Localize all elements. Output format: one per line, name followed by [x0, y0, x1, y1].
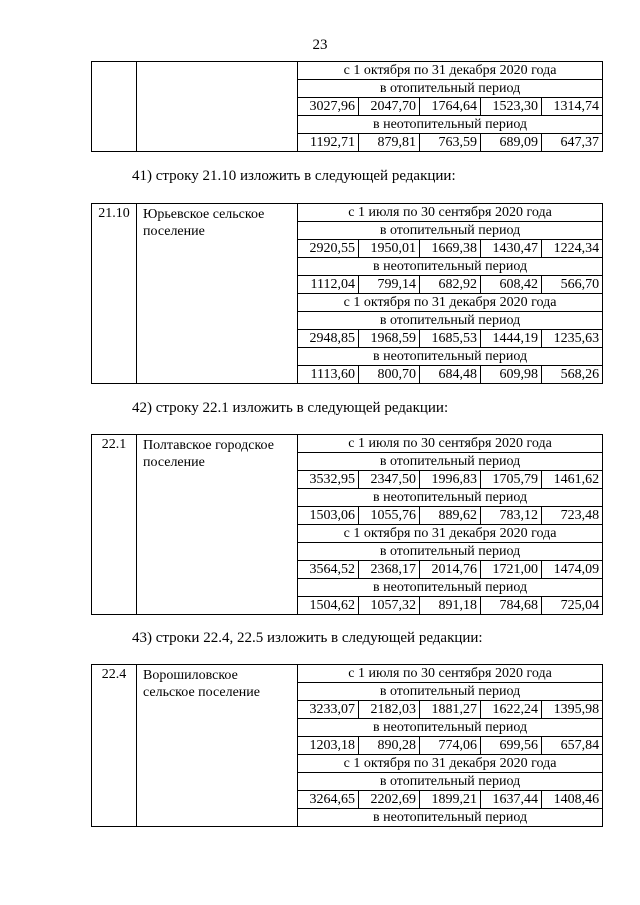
tariff-value: 1899,21 — [420, 791, 481, 809]
tariff-value: 1430,47 — [481, 240, 542, 258]
period-header-row — [92, 204, 603, 222]
tariff-value: 1637,44 — [481, 791, 542, 809]
tariff-value: 1235,63 — [542, 330, 603, 348]
tariff-value: 1203,18 — [298, 737, 359, 755]
tariff-value: 1395,98 — [542, 701, 603, 719]
tariff-value: 1669,38 — [420, 240, 481, 258]
tariff-value: 609,98 — [481, 366, 542, 384]
tariff-value: 568,26 — [542, 366, 603, 384]
period-header: в отопительный период — [298, 80, 603, 98]
tariff-value: 1192,71 — [298, 134, 359, 152]
period-header: в отопительный период — [298, 543, 603, 561]
tariff-value: 657,84 — [542, 737, 603, 755]
tariff-value: 3027,96 — [298, 98, 359, 116]
period-header: в неотопительный период — [298, 809, 603, 827]
period-header: с 1 октября по 31 декабря 2020 года — [298, 755, 603, 773]
settlement-name — [137, 62, 298, 152]
tariff-value: 2948,85 — [298, 330, 359, 348]
row-code: 22.4 — [92, 665, 137, 827]
tariff-value: 1113,60 — [298, 366, 359, 384]
tariff-value: 1996,83 — [420, 471, 481, 489]
settlement-name: Полтавское городское поселение — [137, 435, 298, 615]
tariff-value: 1474,09 — [542, 561, 603, 579]
tariff-value: 890,28 — [359, 737, 420, 755]
tariff-value: 891,18 — [420, 597, 481, 615]
tariff-value: 783,12 — [481, 507, 542, 525]
period-header: в отопительный период — [298, 773, 603, 791]
period-header: в отопительный период — [298, 683, 603, 701]
tariff-value: 2920,55 — [298, 240, 359, 258]
tariff-value: 2368,17 — [359, 561, 420, 579]
tariff-value: 2182,03 — [359, 701, 420, 719]
tariff-value: 1968,59 — [359, 330, 420, 348]
period-header: в неотопительный период — [298, 258, 603, 276]
period-header: с 1 июля по 30 сентября 2020 года — [298, 204, 603, 222]
tariff-value: 1523,30 — [481, 98, 542, 116]
tariff-table-22-1 — [91, 434, 603, 615]
period-header: с 1 октября по 31 декабря 2020 года — [298, 294, 603, 312]
period-header: в неотопительный период — [298, 719, 603, 737]
tariff-table-22-4 — [91, 664, 603, 827]
period-header: в неотопительный период — [298, 348, 603, 366]
tariff-value: 3532,95 — [298, 471, 359, 489]
tariff-table-21-10 — [91, 203, 603, 384]
tariff-value: 1314,74 — [542, 98, 603, 116]
tariff-value: 1112,04 — [298, 276, 359, 294]
period-header: с 1 июля по 30 сентября 2020 года — [298, 665, 603, 683]
tariff-value: 1055,76 — [359, 507, 420, 525]
tariff-value: 879,81 — [359, 134, 420, 152]
instruction-41: 41) строку 21.10 изложить в следующей редакции: — [132, 168, 456, 184]
period-header: в отопительный период — [298, 222, 603, 240]
instruction-43: 43) строки 22.4, 22.5 изложить в следующей редакции: — [132, 630, 483, 646]
tariff-value: 725,04 — [542, 597, 603, 615]
tariff-value: 1444,19 — [481, 330, 542, 348]
tariff-value: 1057,32 — [359, 597, 420, 615]
period-header: с 1 июля по 30 сентября 2020 года — [298, 435, 603, 453]
tariff-value: 1461,62 — [542, 471, 603, 489]
period-header: в неотопительный период — [298, 489, 603, 507]
tariff-value: 1705,79 — [481, 471, 542, 489]
tariff-value: 800,70 — [359, 366, 420, 384]
tariff-value: 566,70 — [542, 276, 603, 294]
instruction-42: 42) строку 22.1 изложить в следующей редакции: — [132, 400, 449, 416]
settlement-name: Ворошиловское сельское поселение — [137, 665, 298, 827]
tariff-value: 699,56 — [481, 737, 542, 755]
period-header: в неотопительный период — [298, 116, 603, 134]
tariff-value: 682,92 — [420, 276, 481, 294]
period-header: с 1 октября по 31 декабря 2020 года — [298, 62, 603, 80]
period-header-row — [92, 62, 603, 80]
tariff-value: 1721,00 — [481, 561, 542, 579]
row-code: 22.1 — [92, 435, 137, 615]
period-header: в неотопительный период — [298, 579, 603, 597]
tariff-value: 3233,07 — [298, 701, 359, 719]
period-header: с 1 октября по 31 декабря 2020 года — [298, 525, 603, 543]
tariff-value: 684,48 — [420, 366, 481, 384]
tariff-value: 1408,46 — [542, 791, 603, 809]
tariff-value: 1622,24 — [481, 701, 542, 719]
period-header-row — [92, 665, 603, 683]
tariff-value: 1764,64 — [420, 98, 481, 116]
tariff-value: 1685,53 — [420, 330, 481, 348]
tariff-value: 3264,65 — [298, 791, 359, 809]
tariff-value: 1881,27 — [420, 701, 481, 719]
tariff-value: 689,09 — [481, 134, 542, 152]
tariff-value: 784,68 — [481, 597, 542, 615]
tariff-value: 2347,50 — [359, 471, 420, 489]
tariff-value: 889,62 — [420, 507, 481, 525]
tariff-value: 3564,52 — [298, 561, 359, 579]
period-header: в отопительный период — [298, 312, 603, 330]
page-number: 23 — [312, 37, 328, 53]
tariff-table-continued — [91, 61, 603, 152]
tariff-value: 2047,70 — [359, 98, 420, 116]
row-code — [92, 62, 137, 152]
tariff-value: 774,06 — [420, 737, 481, 755]
tariff-value: 799,14 — [359, 276, 420, 294]
tariff-value: 2202,69 — [359, 791, 420, 809]
settlement-name: Юрьевское сельское поселение — [137, 204, 298, 384]
tariff-value: 1224,34 — [542, 240, 603, 258]
row-code: 21.10 — [92, 204, 137, 384]
period-header-row — [92, 435, 603, 453]
tariff-value: 647,37 — [542, 134, 603, 152]
tariff-value: 723,48 — [542, 507, 603, 525]
tariff-value: 1950,01 — [359, 240, 420, 258]
period-header: в отопительный период — [298, 453, 603, 471]
tariff-value: 1503,06 — [298, 507, 359, 525]
tariff-value: 1504,62 — [298, 597, 359, 615]
tariff-value: 763,59 — [420, 134, 481, 152]
tariff-value: 608,42 — [481, 276, 542, 294]
tariff-value: 2014,76 — [420, 561, 481, 579]
